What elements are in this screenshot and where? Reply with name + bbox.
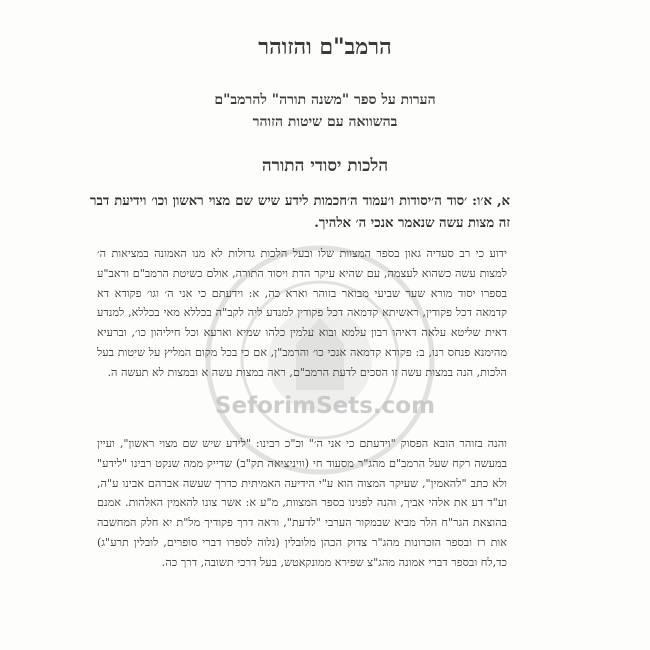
subtitle-line-2: בהשוואה עם שיטות הזוהר (252, 114, 398, 130)
paragraph-2: והנה בזוהר הובא הפסוק "וידעתם כי אני ה׳" וכ"כ רבינו: "לידע שיש שם מצוי ראשון", ועיין במעשה רקח שעל הרמב"ם מהג"ר מסעוד חי (וויניציאה תק"ב) שדייק ממה שנקט רבינו "לידע" ולא כתב "להאמין", שעיקר המצוה הוא ע"י הידיעה האמיתית כדרך שעשה אברהם אבינו ע"ה, וע"ד דע את אלהי אביך, והנה לפנינו בספר המצוות, מ"ע א: אשר צונו להאמין האלהות. אמנם בהוצאת הגר"ח הלר מביא שבמקור הערבי "לדעת", וראה דרך פקודיך מל"ת יא חלק המחשבה אות רז ובספר הזכרונות מהג"ר צדוק הכהן מלובלין (נלוה לספרו דברי סופרים, לובלין תרע"ג) כד,לח ובספר דברי אמונה מהג"צ שפירא ממונקאטש, בעל דרכי תשובה, דרך כה. (97, 437, 507, 569)
halacha-heading: א, א׳ו: ׳סוד ה׳יסודות ו׳עמוד ה׳חכמות לידע שיש שם מצוי ראשון וכו׳ וידיעת דבר זה מצות עשה שנאמר אנכי ה׳ אלהיך. (90, 194, 510, 231)
watermark-text: SeforimSets.com (214, 393, 436, 419)
subtitle-line-1: הערות על ספר "משנה תורה" להרמב"ם (214, 92, 436, 108)
section-title: הלכות יסודי התורה (261, 156, 389, 176)
page-title: הרמב"ם והזוהר (258, 34, 392, 60)
paragraph-1: ידוע כי רב סעדיה גאון בספר המצוות שלו ובעל הלכות גדולות לא מנו האמונה במציאות ה׳ למצות עשה כשהוא לעצמה, עם שהיא עיקר הדת ויסוד התורה, אולם כשיטת הרמב"ם וראב"ע בספרו יסוד מורא שער שביעי מבואר בזוהר וארא כה, א: וידעתם כי אני ה׳ וגו׳ פקודא דא קדמאה דכל פקודין, ראשיתא קדמאה דכל פקודין למנדע ליה לקב"ה בכללא מאי בכללא, למנדע דאית שליטא עלאה דאיהו רבון עלמא ובוא עלמין כלהו שמיא וארעא וכל חיליהון כו׳, וברעיא מהימנא פנחס רנו, ב: פקודא קדמאה אנכי כו׳ והרמב"ן, אם כי בכל מקום המליץ על שיטות בעל הלכות, הנה במצות עשה זו הסכים לדעת הרמב"ם, ראה במצות עשה א ובמצות לא תעשה ה. (97, 247, 507, 379)
